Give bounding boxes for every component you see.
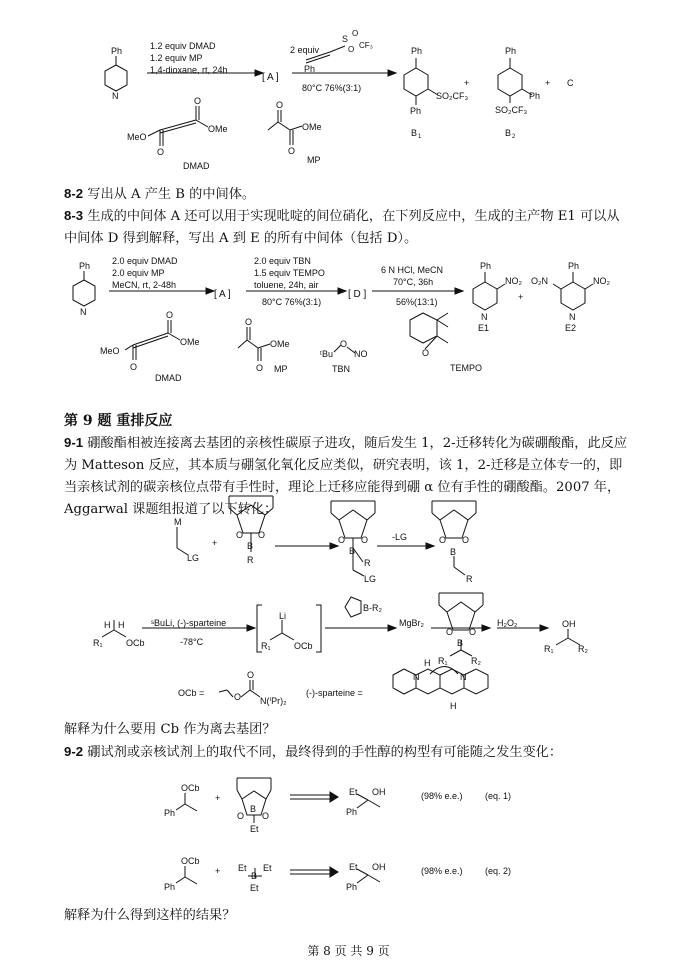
o-label: O [288, 146, 296, 156]
b-label: B [250, 804, 257, 814]
o-label: O [361, 535, 369, 545]
ome-label: OMe [302, 122, 322, 132]
question-9-1 [64, 432, 630, 521]
o-label: O [469, 627, 477, 637]
mp-label: MP [274, 364, 288, 374]
scheme2-cond2-2: 1.5 equiv TEMPO [254, 268, 325, 278]
r1-label: R₁ [544, 644, 554, 654]
o-label: O [194, 96, 202, 106]
pinacol-ring-5 [447, 602, 475, 630]
ph-label: Ph [505, 46, 517, 56]
cf3-label: CF₃ [359, 41, 373, 50]
scheme2-cond2-1: 2.0 equiv TBN [254, 256, 311, 266]
question-number: 8-2 [64, 186, 84, 201]
plus-sign: + [215, 793, 221, 803]
scheme2-cond3-bottom: 56%(13:1) [396, 297, 438, 307]
tbu-label: ᵗBu [320, 349, 333, 359]
r1-label: R₁ [261, 641, 271, 651]
question-9-2 [64, 741, 630, 764]
o-label: O [157, 147, 165, 157]
ph-label: Ph [164, 882, 176, 892]
sparteine-def-label: (-)-sparteine = [306, 688, 363, 698]
product-c-label: C [567, 78, 574, 88]
eq2-label: (eq. 2) [485, 866, 512, 876]
ph-label: Ph [79, 261, 91, 271]
o-label: O [237, 811, 245, 821]
et-label: Et [349, 787, 358, 797]
lg-label: LG [187, 553, 200, 563]
benzene-ring-b2 [498, 68, 522, 96]
o-label: O [338, 535, 346, 545]
b-label: B [247, 541, 254, 551]
r-label: R [364, 558, 371, 568]
o-label: O [340, 339, 348, 349]
question-number: 8-3 [64, 208, 84, 223]
ph-label: Ph [304, 64, 316, 74]
tbn-label: TBN [332, 364, 350, 374]
o-label: O [130, 362, 138, 372]
o-label: O [422, 348, 430, 358]
ome-label: OMe [208, 124, 228, 134]
o-label: O [245, 317, 253, 327]
ocb-label: OCb [294, 641, 313, 651]
product-b2-label: B [505, 128, 512, 138]
r1-label: R₁ [438, 656, 448, 666]
eq2-ee: (98% e.e.) [421, 866, 463, 876]
plus-sign: + [464, 78, 470, 88]
scheme2-cond2-3: toluene, 24h, air [254, 280, 319, 290]
mp-label: MP [307, 155, 321, 165]
no2-label: NO₂ [593, 276, 610, 286]
plus-sign: + [518, 292, 524, 302]
o-label: O [234, 692, 242, 702]
ocb-def-label: OCb = [178, 688, 205, 698]
r-label: R [466, 574, 473, 584]
eq1-ee: (98% e.e.) [421, 791, 463, 801]
h-label: H [104, 620, 111, 630]
pinacol-ring-4 [345, 597, 361, 617]
n-label: N [460, 672, 467, 682]
o-label: O [258, 530, 266, 540]
product-b1-sub: 1 [418, 134, 422, 140]
question-number: 9-2 [64, 744, 84, 759]
intermediate-a-label: [ A ] [214, 289, 231, 300]
o-label: O [256, 363, 264, 373]
scheme2-cond1-1: 2.0 equiv DMAD [112, 256, 178, 266]
oh-label: OH [562, 619, 576, 629]
sulfonyl-label: S [342, 34, 349, 44]
ph-label: Ph [480, 261, 492, 271]
tempo-label: TEMPO [450, 363, 483, 373]
et-label: Et [250, 883, 259, 893]
meo-label: MeO [100, 346, 120, 356]
question-text: 硼酸酯相被连接离去基团的亲核性碳原子进攻，随后发生 1，2-迁移转化为碳硼酸酯，此反应为 Matteson 反应，其本质与硼氢化氧化反应类似，研究表明，该 1，2-迁移是立体专一的，即当亲核试剂的碳亲核位点带有手性时，理论上迁移应能得到硼 α 位有手性的硼酸酯。2007 年，Aggarwal 课题组报道了以下转化： [64, 436, 628, 517]
no2-label: NO₂ [505, 276, 522, 286]
r1-label: R₁ [93, 638, 103, 648]
ph-label: Ph [411, 46, 423, 56]
scheme1-cond-1: 1.2 equiv DMAD [150, 41, 216, 51]
r-label: R [247, 555, 254, 565]
sulfonyl-o-label: O [348, 45, 355, 54]
ph-label: Ph [111, 46, 123, 56]
o-label: O [439, 535, 447, 545]
question-9-2-sub [64, 905, 630, 927]
minus-lg-label: -LG [392, 532, 408, 542]
ph-label: Ph [164, 808, 176, 818]
scheme2-cond3-1: 6 N HCl, MeCN [381, 265, 444, 275]
o-label: O [462, 535, 470, 545]
pyridine-ring-e1 [473, 282, 497, 310]
b-label: B [251, 871, 258, 881]
scheme2-cond3-2: 70°C, 36h [393, 277, 434, 287]
scheme2-cond2-bottom: 80°C 76%(3:1) [262, 297, 322, 307]
product-b1-label: B [411, 128, 418, 138]
question-text: 硼试剂或亲核试剂上的取代不同，最终得到的手性醇的构型有可能随之发生变化： [87, 745, 563, 760]
h-label: H [118, 620, 125, 630]
e1-label: E1 [478, 323, 490, 333]
n-label: N [80, 307, 87, 317]
n-label: N [569, 312, 576, 322]
product-b2-sub: 2 [512, 134, 516, 140]
pyridine-ring-1 [105, 65, 127, 91]
et-label: Et [349, 862, 358, 872]
scheme1-cond-3: 1,4-dioxane, rt, 24h [150, 65, 228, 75]
section-title: 第 9 题 重排反应 [64, 413, 173, 429]
li-label: Li [279, 611, 287, 621]
ph-label: Ph [346, 807, 358, 817]
question-text: 解释为什么要用 Cb 作为离去基团？ [64, 722, 276, 737]
o-label: O [276, 100, 284, 110]
plus-sign: + [215, 866, 221, 876]
ocb-label: OCb [126, 638, 145, 648]
ocb-label: OCb [181, 856, 200, 866]
e2-label: E2 [565, 323, 577, 333]
so2cf3-label: SO₂CF₃ [436, 91, 469, 101]
question-text: 生成的中间体 A 还可以用于实现吡啶的间位硝化，在下列反应中，生成的主产物 E1 可以从中间体 D 得到解释，写出 A 到 E 的所有中间体（包括 D）。 [64, 209, 620, 246]
question-text: 解释为什么得到这样的结果？ [64, 908, 236, 923]
r2-label: R₂ [578, 644, 588, 654]
et-label: Et [238, 863, 247, 873]
ph-label: Ph [410, 106, 422, 116]
ph-label: Ph [568, 261, 580, 271]
h2o2-label: H₂O₂ [497, 618, 518, 628]
sparteine-ring-2 [416, 669, 440, 694]
sparteine-ring-4 [464, 669, 488, 694]
br2-label: B-R₂ [363, 603, 382, 613]
ome-label: OMe [180, 337, 200, 347]
question-8-3 [64, 205, 630, 250]
sulfonyl-o-label: O [352, 29, 359, 38]
dmad-label: DMAD [155, 373, 182, 383]
no-label: NO [354, 349, 368, 359]
n-label: N [413, 672, 420, 682]
intermediate-d-label: [ D ] [348, 289, 367, 300]
niprr-label: N(ⁱPr)₂ [260, 696, 287, 706]
intermediate-a-label: [ A ] [262, 72, 279, 83]
plus-sign: + [212, 538, 218, 548]
o-label: O [247, 670, 255, 680]
h-label: H [424, 658, 431, 668]
lg-label: LG [364, 574, 377, 584]
n-label: N [481, 312, 488, 322]
et-label: Et [250, 824, 259, 834]
plus-sign: + [545, 78, 551, 88]
ocb-label: OCb [181, 783, 200, 793]
b-label: B [450, 547, 457, 557]
mgbr2-label: MgBr₂ [399, 618, 424, 628]
o-label: O [166, 310, 174, 320]
page-footer: 第 8 页 共 9 页 [307, 944, 390, 958]
o-label: O [236, 530, 244, 540]
question-number: 9-1 [64, 435, 84, 450]
meo-label: MeO [127, 132, 147, 142]
et-label: Et [263, 863, 272, 873]
scheme2-cond1-3: MeCN, rt, 2-48h [112, 280, 177, 290]
o-label: O [262, 811, 270, 821]
benzene-ring-b1 [404, 68, 428, 96]
h-label: H [450, 701, 457, 711]
n-label: N [112, 91, 119, 101]
dmad-label: DMAD [183, 161, 210, 171]
o2n-label: O₂N [531, 276, 548, 286]
eq1-label: (eq. 1) [485, 791, 512, 801]
so2cf3-label: SO₂CF₃ [495, 105, 528, 115]
b-label: B [457, 638, 464, 648]
question-8-2 [64, 183, 630, 206]
ome-label: OMe [270, 339, 290, 349]
reagent1-label: ˢBuLi, (-)-sparteine [151, 618, 227, 628]
b-label: B [349, 546, 356, 556]
question-9-1-sub [64, 719, 630, 741]
temp-label: -78°C [180, 637, 204, 647]
oh-label: OH [372, 787, 386, 797]
pyridine-ring-e2 [561, 282, 585, 310]
ph-label: Ph [529, 91, 541, 101]
m-label: M [174, 517, 182, 527]
ph-label: Ph [346, 882, 358, 892]
scheme1-cond-2: 1.2 equiv MP [150, 53, 203, 63]
question-text: 写出从 A 产生 B 的中间体。 [87, 187, 256, 202]
cond2-bottom: 80°C 76%(3:1) [302, 83, 362, 93]
cond2-equiv: 2 equiv [290, 45, 320, 55]
scheme2-cond1-2: 2.0 equiv MP [112, 268, 165, 278]
pyridine-ring-2 [73, 280, 95, 306]
o-label: O [446, 627, 454, 637]
tempo-ring [410, 313, 437, 343]
oh-label: OH [372, 862, 386, 872]
r2-label: R₂ [471, 656, 481, 666]
